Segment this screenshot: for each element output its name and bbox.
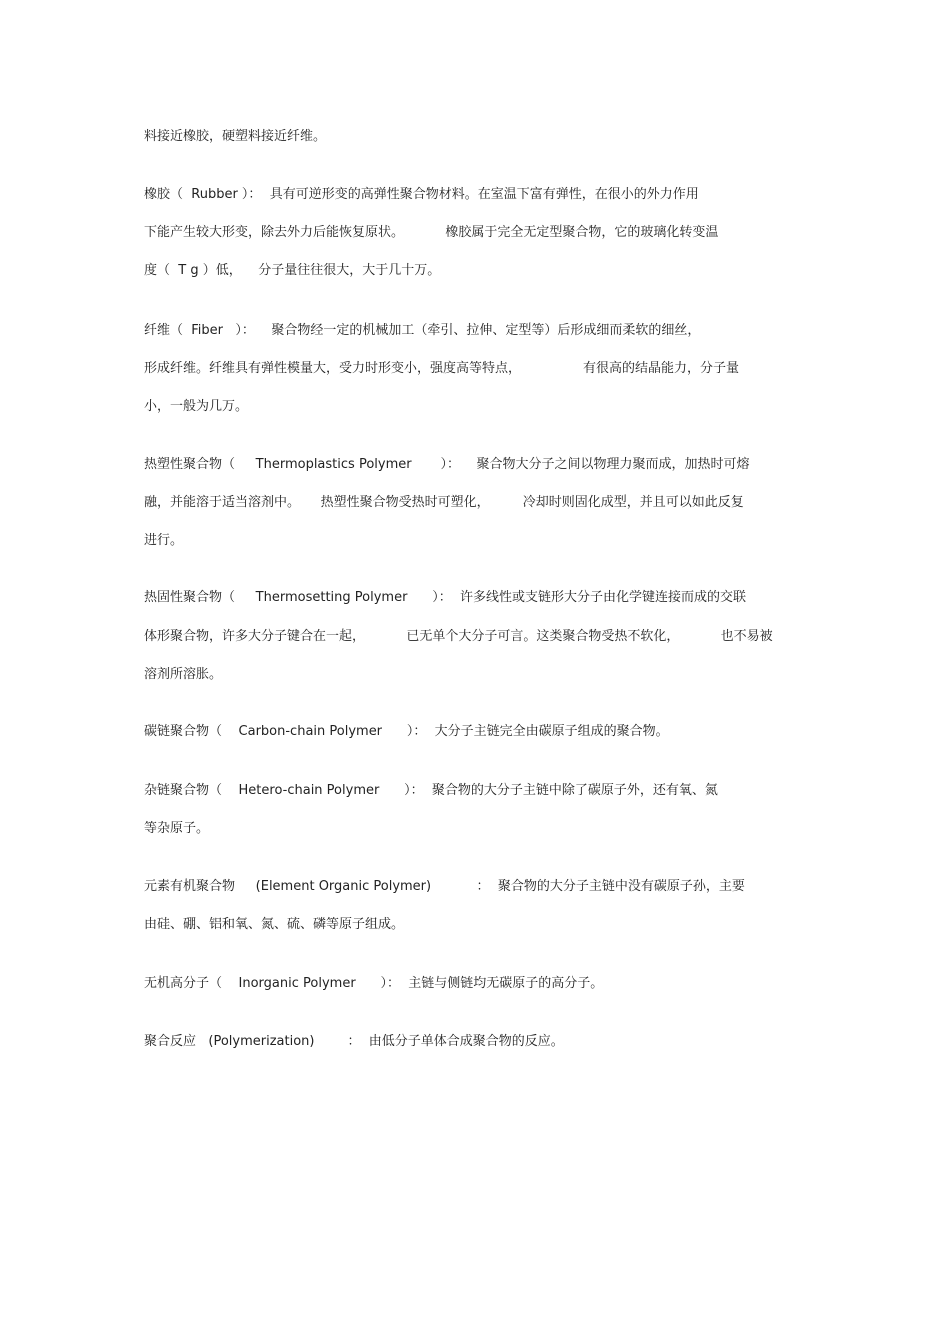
text-line: 无机高分子（ Inorganic Polymer ）： 主链与侧链均无碳原子的高分子。 xyxy=(144,976,604,991)
text-line: 热固性聚合物（ Thermosetting Polymer ）： 许多线性或支链形大分子由化学键连接而成的交联 xyxy=(144,590,746,605)
text-line: 料接近橡胶，硬塑料接近纤维。 xyxy=(144,129,327,144)
text-line: 融，并能溶于适当溶剂中。 热塑性聚合物受热时可塑化， 冷却时则固化成型，并且可以如此反复 xyxy=(144,495,744,510)
text-line: 体形聚合物，许多大分子键合在一起， 已无单个大分子可言。这类聚合物受热不软化， 也不易被 xyxy=(144,629,773,644)
text-line: 等杂原子。 xyxy=(144,821,210,836)
text-line: 形成纤维。纤维具有弹性模量大，受力时形变小，强度高等特点， 有很高的结晶能力，分子量 xyxy=(144,361,739,376)
text-line: 溶剂所溶胀。 xyxy=(144,667,223,682)
text-line: 橡胶（ Rubber ）： 具有可逆形变的高弹性聚合物材料。在室温下富有弹性，在很小的外力作用 xyxy=(144,187,699,202)
text-line: 由硅、硼、铝和氧、氮、硫、磷等原子组成。 xyxy=(144,917,405,932)
text-line: 元素有机聚合物 (Element Organic Polymer) ： 聚合物的大分子主链中没有碳原子孙，主要 xyxy=(144,879,745,894)
text-line: 碳链聚合物（ Carbon-chain Polymer ）： 大分子主链完全由碳原子组成的聚合物。 xyxy=(144,724,669,739)
text-line: 聚合反应 (Polymerization) ： 由低分子单体合成聚合物的反应。 xyxy=(144,1034,564,1049)
text-line: 进行。 xyxy=(144,533,184,548)
text-line: 热塑性聚合物（ Thermoplastics Polymer ）： 聚合物大分子之间以物理力聚而成，加热时可熔 xyxy=(144,457,750,472)
text-line: 纤维（ Fiber ）： 聚合物经一定的机械加工（牵引、拉伸、定型等）后形成细而柔软的细丝， xyxy=(144,323,701,338)
text-line: 下能产生较大形变，除去外力后能恢复原状。 橡胶属于完全无定型聚合物，它的玻璃化转变温 xyxy=(144,225,719,240)
text-line: 小，一般为几万。 xyxy=(144,399,249,414)
text-line: 杂链聚合物（ Hetero-chain Polymer ）： 聚合物的大分子主链中除了碳原子外，还有氧、氮 xyxy=(144,783,718,798)
text-line: 度（ T g ）低， 分子量往往很大，大于几十万。 xyxy=(144,263,441,278)
